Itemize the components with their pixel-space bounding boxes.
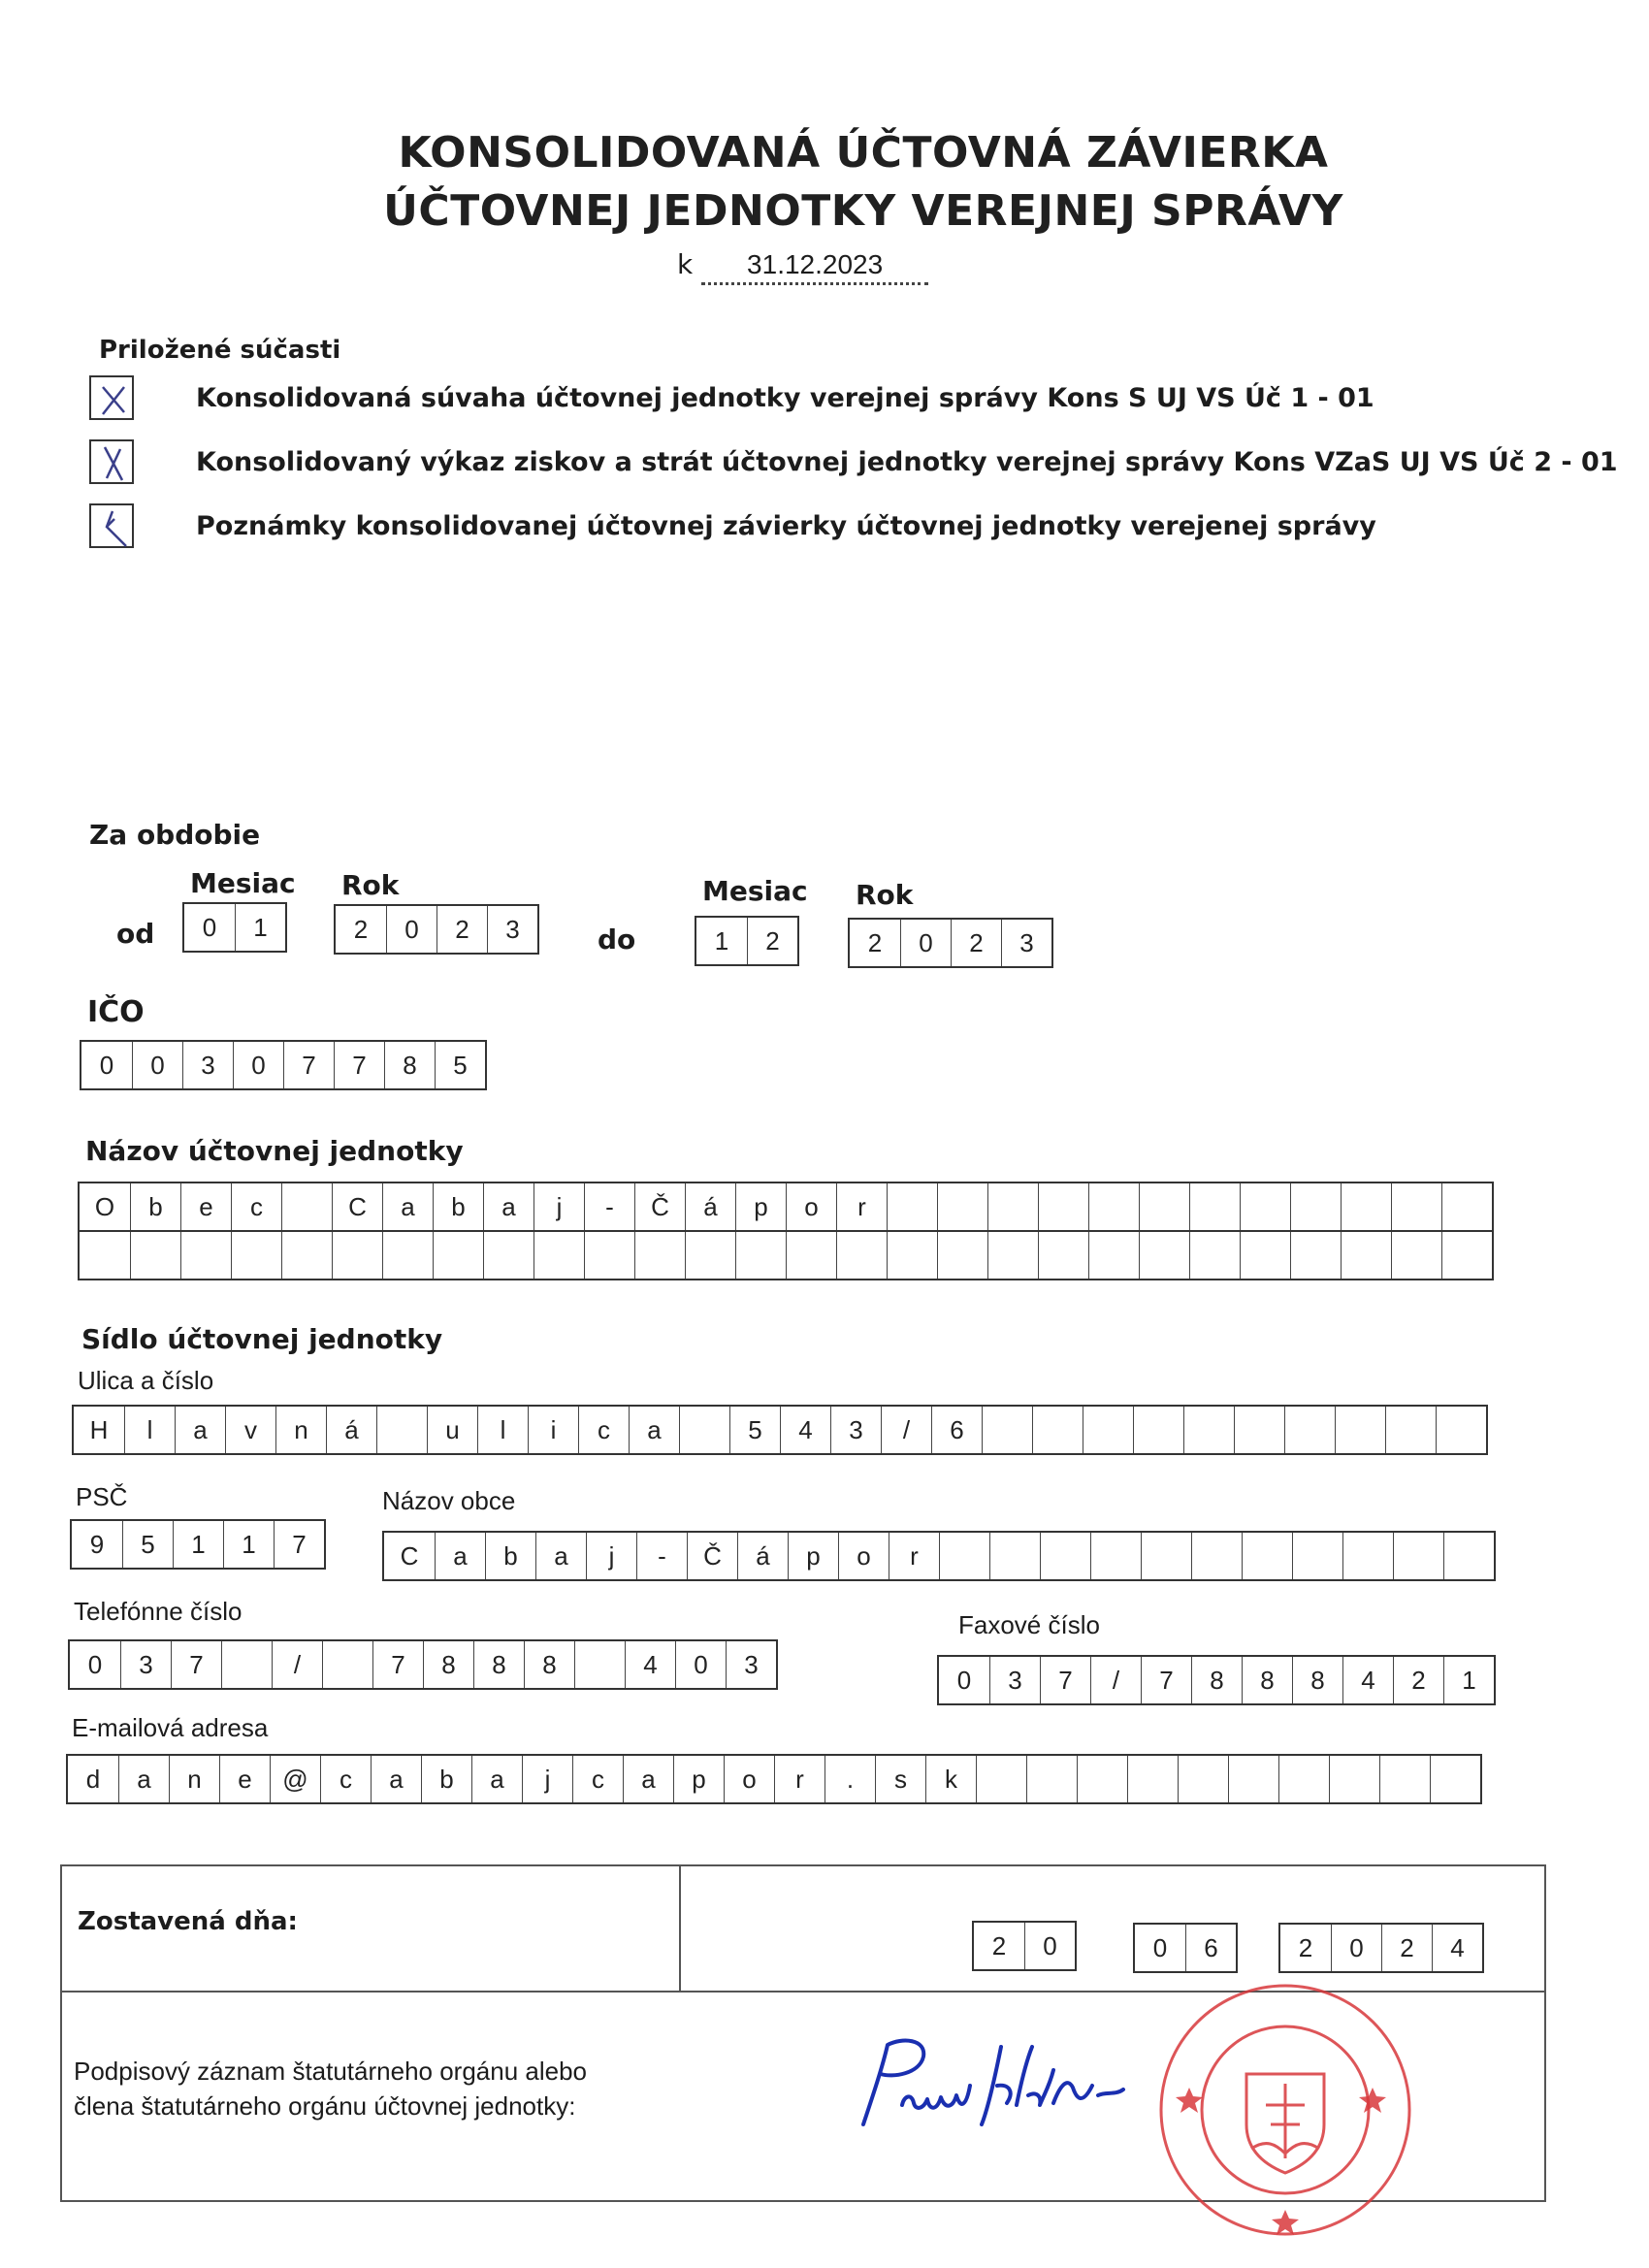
- char-cell[interactable]: c: [572, 1756, 623, 1802]
- char-cell[interactable]: /: [1090, 1657, 1141, 1703]
- char-cell[interactable]: 2: [951, 920, 1001, 966]
- char-cell[interactable]: 0: [1152, 1932, 1168, 1962]
- attachments-heading: Priložené súčasti: [99, 336, 341, 365]
- char-cell[interactable]: i: [528, 1407, 578, 1453]
- char-cell[interactable]: [1141, 1533, 1191, 1579]
- phone-field[interactable]: [68, 1639, 778, 1690]
- char-cell[interactable]: 4: [625, 1641, 675, 1688]
- char-cell[interactable]: -: [636, 1533, 687, 1579]
- char-cell[interactable]: [1284, 1407, 1335, 1453]
- char-cell[interactable]: [322, 1641, 372, 1688]
- char-cell[interactable]: 2: [991, 1930, 1007, 1960]
- char-cell[interactable]: [937, 1232, 987, 1279]
- char-cell[interactable]: 3: [182, 1042, 233, 1088]
- char-cell[interactable]: [1341, 1183, 1391, 1230]
- char-cell[interactable]: 1: [714, 925, 729, 956]
- char-cell[interactable]: 0: [233, 1042, 283, 1088]
- char-cell[interactable]: [1090, 1533, 1141, 1579]
- attachment-label: Poznámky konsolidovanej účtovnej závierky účtovnej jednotky verejenej správy: [196, 510, 1376, 541]
- char-cell[interactable]: 0: [386, 906, 436, 953]
- char-cell[interactable]: [1077, 1756, 1127, 1802]
- char-cell[interactable]: [1228, 1756, 1278, 1802]
- official-stamp: [1154, 1979, 1416, 2241]
- char-cell[interactable]: [1443, 1533, 1494, 1579]
- email-label: E-mailová adresa: [72, 1713, 269, 1742]
- entity-name-label: Názov účtovnej jednotky: [85, 1135, 464, 1167]
- char-cell[interactable]: 7: [334, 1042, 384, 1088]
- char-cell[interactable]: [982, 1407, 1032, 1453]
- char-cell[interactable]: 8: [423, 1641, 473, 1688]
- char-cell[interactable]: 1: [1443, 1657, 1494, 1703]
- char-cell[interactable]: [1178, 1756, 1228, 1802]
- from-year-label: Rok: [341, 869, 400, 901]
- char-cell[interactable]: [584, 1232, 634, 1279]
- char-cell[interactable]: a: [535, 1533, 586, 1579]
- char-cell[interactable]: 8: [1292, 1657, 1342, 1703]
- char-cell[interactable]: [433, 1232, 483, 1279]
- closing-date-value: 31.12.2023: [701, 249, 928, 285]
- char-cell[interactable]: [281, 1232, 332, 1279]
- char-cell[interactable]: b: [485, 1533, 535, 1579]
- char-cell[interactable]: [376, 1407, 427, 1453]
- char-cell[interactable]: [1290, 1183, 1341, 1230]
- char-cell[interactable]: [1026, 1756, 1077, 1802]
- char-cell[interactable]: a: [382, 1183, 433, 1230]
- char-cell[interactable]: [1189, 1183, 1240, 1230]
- from-label: od: [116, 918, 155, 950]
- from-month-field[interactable]: [182, 902, 287, 953]
- compiled-day-field[interactable]: [972, 1921, 1077, 1971]
- char-cell[interactable]: 3: [1001, 920, 1051, 966]
- char-cell[interactable]: [332, 1232, 382, 1279]
- char-cell[interactable]: 8: [524, 1641, 574, 1688]
- entity-name-grid: [78, 1182, 1494, 1280]
- char-cell[interactable]: [1038, 1232, 1088, 1279]
- char-cell[interactable]: r: [774, 1756, 824, 1802]
- char-cell[interactable]: a: [483, 1183, 534, 1230]
- char-cell[interactable]: 5: [122, 1521, 173, 1568]
- char-cell[interactable]: [1240, 1232, 1290, 1279]
- address-heading: Sídlo účtovnej jednotky: [81, 1323, 443, 1355]
- attachment-row: [89, 373, 1374, 423]
- char-cell[interactable]: [1441, 1183, 1492, 1230]
- char-cell[interactable]: [1385, 1407, 1436, 1453]
- signature-label-line1: Podpisový záznam štatutárneho orgánu alebo: [74, 2057, 588, 2086]
- char-cell[interactable]: 8: [1242, 1657, 1292, 1703]
- char-cell[interactable]: C: [400, 1540, 419, 1571]
- char-cell[interactable]: [382, 1232, 433, 1279]
- char-cell[interactable]: [1278, 1756, 1329, 1802]
- char-cell[interactable]: [1240, 1183, 1290, 1230]
- char-cell[interactable]: [987, 1183, 1038, 1230]
- char-cell[interactable]: 1: [223, 1521, 274, 1568]
- char-cell[interactable]: [634, 1232, 685, 1279]
- char-cell[interactable]: [1436, 1407, 1486, 1453]
- char-cell[interactable]: 7: [171, 1641, 221, 1688]
- char-cell[interactable]: [1183, 1407, 1234, 1453]
- char-cell[interactable]: c: [320, 1756, 371, 1802]
- char-cell[interactable]: [1088, 1232, 1139, 1279]
- char-cell[interactable]: [1139, 1183, 1189, 1230]
- char-cell[interactable]: a: [118, 1756, 169, 1802]
- char-cell[interactable]: p: [735, 1183, 786, 1230]
- char-cell[interactable]: o: [838, 1533, 889, 1579]
- char-cell[interactable]: -: [584, 1183, 634, 1230]
- char-cell[interactable]: [836, 1232, 887, 1279]
- ico-field[interactable]: [80, 1040, 487, 1090]
- char-cell[interactable]: [1127, 1756, 1178, 1802]
- char-cell[interactable]: [1189, 1232, 1240, 1279]
- attachment-label: Konsolidovaný výkaz ziskov a strát účtovnej jednotky verejnej správy Kons VZaS UJ VS Úč 2 - 01: [196, 446, 1618, 477]
- char-cell[interactable]: d: [85, 1764, 101, 1794]
- char-cell[interactable]: [939, 1533, 989, 1579]
- char-cell[interactable]: e: [180, 1183, 231, 1230]
- char-cell[interactable]: e: [219, 1756, 270, 1802]
- table-divider: [679, 1866, 681, 1991]
- char-cell[interactable]: [786, 1232, 836, 1279]
- document-title-line2: ÚČTOVNEJ JEDNOTKY VEREJNEJ SPRÁVY: [383, 186, 1343, 236]
- char-cell[interactable]: 4: [780, 1407, 830, 1453]
- char-cell[interactable]: [1242, 1533, 1292, 1579]
- char-cell[interactable]: 0: [202, 912, 217, 942]
- street-field[interactable]: [72, 1405, 1488, 1455]
- char-cell[interactable]: n: [275, 1407, 326, 1453]
- char-cell[interactable]: C: [332, 1183, 382, 1230]
- compiled-year-field[interactable]: [1278, 1923, 1484, 1973]
- attachment-row: [89, 437, 1618, 487]
- char-cell[interactable]: [1038, 1183, 1088, 1230]
- char-cell[interactable]: a: [371, 1756, 421, 1802]
- ico-label: IČO: [87, 995, 145, 1029]
- char-cell[interactable]: l: [124, 1407, 175, 1453]
- char-cell[interactable]: j: [534, 1183, 584, 1230]
- to-year-field[interactable]: [848, 918, 1053, 968]
- char-cell[interactable]: [1441, 1232, 1492, 1279]
- char-cell[interactable]: 0: [675, 1641, 726, 1688]
- char-cell[interactable]: b: [421, 1756, 471, 1802]
- char-cell[interactable]: [1040, 1533, 1090, 1579]
- char-cell[interactable]: [887, 1183, 937, 1230]
- to-month-field[interactable]: [695, 916, 799, 966]
- compiled-date-label: Zostavená dňa:: [78, 1907, 298, 1936]
- char-cell[interactable]: [989, 1533, 1040, 1579]
- char-cell[interactable]: [80, 1232, 130, 1279]
- char-cell[interactable]: 3: [487, 906, 537, 953]
- char-cell[interactable]: 0: [87, 1649, 103, 1679]
- char-cell[interactable]: [976, 1756, 1026, 1802]
- attachment-checkbox[interactable]: [89, 375, 134, 420]
- entity-name-row[interactable]: [78, 1182, 1494, 1232]
- check-x-mark-icon: [91, 441, 136, 486]
- char-cell[interactable]: á: [685, 1183, 735, 1230]
- street-label: Ulica a číslo: [78, 1366, 214, 1395]
- char-cell[interactable]: [1341, 1232, 1391, 1279]
- char-cell[interactable]: [1430, 1756, 1480, 1802]
- char-cell[interactable]: a: [623, 1756, 673, 1802]
- char-cell[interactable]: 1: [235, 904, 285, 951]
- char-cell[interactable]: 2: [867, 927, 883, 957]
- char-cell[interactable]: 3: [120, 1641, 171, 1688]
- char-cell[interactable]: [685, 1232, 735, 1279]
- char-cell[interactable]: Č: [634, 1183, 685, 1230]
- char-cell[interactable]: 0: [1024, 1923, 1075, 1969]
- closing-date: [677, 248, 928, 285]
- attachment-label: Konsolidovaná súvaha účtovnej jednotky verejnej správy Kons S UJ VS Úč 1 - 01: [196, 382, 1374, 413]
- char-cell[interactable]: á: [737, 1533, 788, 1579]
- char-cell[interactable]: 0: [956, 1665, 972, 1695]
- char-cell[interactable]: [231, 1232, 281, 1279]
- char-cell[interactable]: [887, 1232, 937, 1279]
- char-cell[interactable]: c: [231, 1183, 281, 1230]
- char-cell[interactable]: 2: [1298, 1932, 1313, 1962]
- char-cell[interactable]: 0: [900, 920, 951, 966]
- char-cell[interactable]: 8: [384, 1042, 435, 1088]
- char-cell[interactable]: 7: [283, 1042, 334, 1088]
- char-cell[interactable]: [221, 1641, 272, 1688]
- char-cell[interactable]: á: [326, 1407, 376, 1453]
- char-cell[interactable]: 2: [353, 914, 369, 944]
- char-cell[interactable]: n: [169, 1756, 219, 1802]
- char-cell[interactable]: [574, 1641, 625, 1688]
- char-cell[interactable]: [534, 1232, 584, 1279]
- char-cell[interactable]: 4: [1432, 1925, 1482, 1971]
- char-cell[interactable]: @: [270, 1756, 320, 1802]
- char-cell[interactable]: H: [89, 1414, 109, 1444]
- char-cell[interactable]: [1290, 1232, 1341, 1279]
- char-cell[interactable]: [1083, 1407, 1133, 1453]
- char-cell[interactable]: 5: [729, 1407, 780, 1453]
- char-cell[interactable]: [1329, 1756, 1379, 1802]
- char-cell[interactable]: 3: [830, 1407, 881, 1453]
- char-cell[interactable]: [1139, 1232, 1189, 1279]
- char-cell[interactable]: 0: [99, 1050, 114, 1080]
- char-cell[interactable]: [1088, 1183, 1139, 1230]
- char-cell[interactable]: [679, 1407, 729, 1453]
- char-cell[interactable]: 3: [726, 1641, 776, 1688]
- fax-label: Faxové číslo: [958, 1610, 1100, 1639]
- char-cell[interactable]: 2: [747, 918, 797, 964]
- char-cell[interactable]: a: [175, 1407, 225, 1453]
- char-cell[interactable]: [1191, 1533, 1242, 1579]
- char-cell[interactable]: b: [130, 1183, 180, 1230]
- from-month-label: Mesiac: [190, 867, 296, 899]
- compiled-month-field[interactable]: [1133, 1923, 1238, 1973]
- char-cell[interactable]: Č: [687, 1533, 737, 1579]
- char-cell[interactable]: [1393, 1533, 1443, 1579]
- char-cell[interactable]: O: [94, 1191, 115, 1221]
- psc-field[interactable]: [70, 1519, 326, 1570]
- email-field[interactable]: [66, 1754, 1482, 1804]
- char-cell[interactable]: 2: [1381, 1925, 1432, 1971]
- char-cell[interactable]: 6: [1185, 1925, 1236, 1971]
- char-cell[interactable]: 3: [989, 1657, 1040, 1703]
- attachment-row: [89, 501, 1376, 551]
- char-cell[interactable]: /: [272, 1641, 322, 1688]
- char-cell[interactable]: s: [875, 1756, 925, 1802]
- from-year-field[interactable]: [334, 904, 539, 955]
- char-cell[interactable]: k: [925, 1756, 976, 1802]
- document-title-line1: KONSOLIDOVANÁ ÚČTOVNÁ ZÁVIERKA: [398, 128, 1329, 178]
- check-x-mark-icon: [91, 377, 136, 422]
- phone-label: Telefónne číslo: [74, 1597, 242, 1626]
- char-cell[interactable]: 2: [436, 906, 487, 953]
- char-cell[interactable]: [1335, 1407, 1385, 1453]
- fax-field[interactable]: [937, 1655, 1496, 1705]
- char-cell[interactable]: p: [673, 1756, 724, 1802]
- char-cell[interactable]: v: [225, 1407, 275, 1453]
- char-cell[interactable]: [483, 1232, 534, 1279]
- char-cell[interactable]: j: [522, 1756, 572, 1802]
- char-cell[interactable]: [180, 1232, 231, 1279]
- char-cell[interactable]: 0: [132, 1042, 182, 1088]
- char-cell[interactable]: a: [471, 1756, 522, 1802]
- to-year-label: Rok: [856, 879, 914, 911]
- char-cell[interactable]: 7: [1141, 1657, 1191, 1703]
- char-cell[interactable]: 9: [89, 1529, 105, 1559]
- char-cell[interactable]: [130, 1232, 180, 1279]
- char-cell[interactable]: o: [724, 1756, 774, 1802]
- char-cell[interactable]: [281, 1183, 332, 1230]
- char-cell[interactable]: a: [629, 1407, 679, 1453]
- char-cell[interactable]: [1234, 1407, 1284, 1453]
- char-cell[interactable]: 7: [274, 1521, 324, 1568]
- attachment-checkbox[interactable]: [89, 503, 134, 548]
- signature-label-line2: člena štatutárneho orgánu účtovnej jednotky:: [74, 2091, 576, 2121]
- char-cell[interactable]: b: [433, 1183, 483, 1230]
- attachment-checkbox[interactable]: [89, 439, 134, 484]
- char-cell[interactable]: [1391, 1183, 1441, 1230]
- char-cell[interactable]: [1032, 1407, 1083, 1453]
- char-cell[interactable]: [735, 1232, 786, 1279]
- char-cell[interactable]: [1133, 1407, 1183, 1453]
- char-cell[interactable]: 8: [1191, 1657, 1242, 1703]
- char-cell[interactable]: c: [578, 1407, 629, 1453]
- city-label: Názov obce: [382, 1486, 516, 1515]
- char-cell[interactable]: u: [427, 1407, 477, 1453]
- char-cell[interactable]: 2: [1393, 1657, 1443, 1703]
- char-cell[interactable]: .: [824, 1756, 875, 1802]
- char-cell[interactable]: r: [889, 1533, 939, 1579]
- char-cell[interactable]: 0: [1331, 1925, 1381, 1971]
- char-cell[interactable]: j: [586, 1533, 636, 1579]
- closing-date-prefix: k: [677, 248, 694, 280]
- char-cell[interactable]: [987, 1232, 1038, 1279]
- char-cell[interactable]: 6: [931, 1407, 982, 1453]
- to-label: do: [598, 923, 636, 956]
- char-cell[interactable]: 4: [1342, 1657, 1393, 1703]
- char-cell[interactable]: 7: [1040, 1657, 1090, 1703]
- char-cell[interactable]: 1: [173, 1521, 223, 1568]
- char-cell[interactable]: a: [435, 1533, 485, 1579]
- entity-name-row[interactable]: [78, 1232, 1494, 1280]
- char-cell[interactable]: r: [836, 1183, 887, 1230]
- char-cell[interactable]: [1379, 1756, 1430, 1802]
- char-cell[interactable]: 5: [435, 1042, 485, 1088]
- char-cell[interactable]: [1342, 1533, 1393, 1579]
- char-cell[interactable]: [1391, 1232, 1441, 1279]
- char-cell[interactable]: 8: [473, 1641, 524, 1688]
- char-cell[interactable]: p: [788, 1533, 838, 1579]
- char-cell[interactable]: [937, 1183, 987, 1230]
- char-cell[interactable]: /: [881, 1407, 931, 1453]
- char-cell[interactable]: [1292, 1533, 1342, 1579]
- char-cell[interactable]: 7: [372, 1641, 423, 1688]
- to-month-label: Mesiac: [702, 875, 808, 907]
- city-field[interactable]: [382, 1531, 1496, 1581]
- psc-label: PSČ: [76, 1482, 128, 1511]
- period-heading: Za obdobie: [89, 819, 261, 851]
- check-x-mark-icon: [91, 505, 136, 550]
- char-cell[interactable]: l: [477, 1407, 528, 1453]
- handwritten-signature: [834, 2027, 1164, 2154]
- char-cell[interactable]: o: [786, 1183, 836, 1230]
